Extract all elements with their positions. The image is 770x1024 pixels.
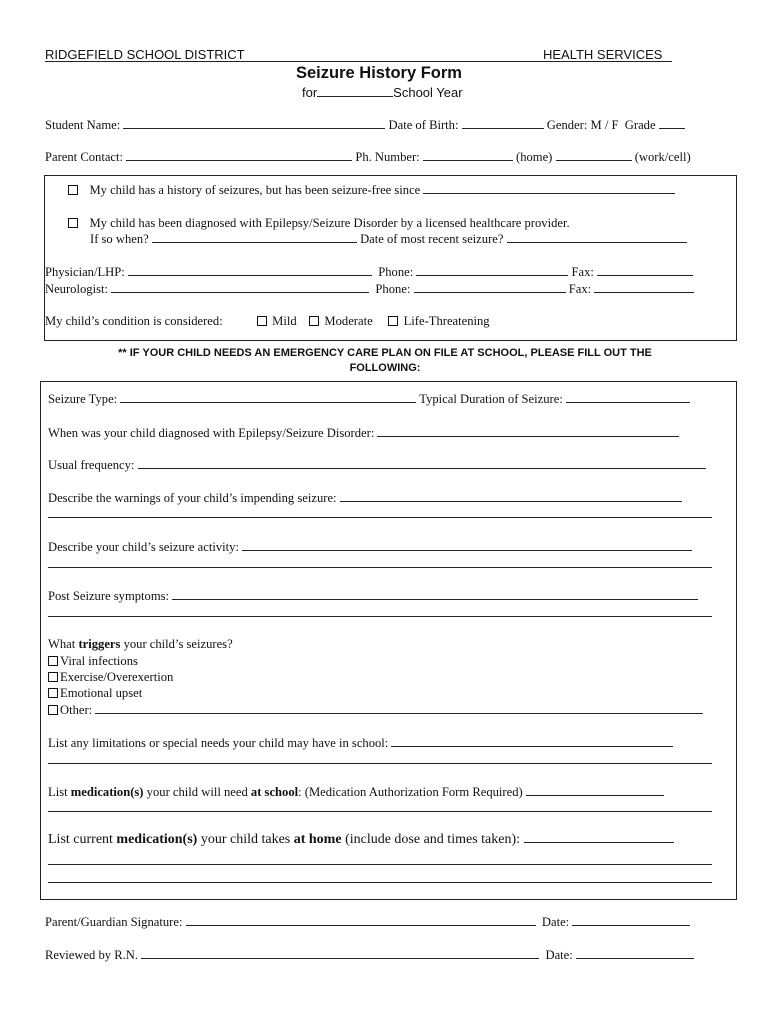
limitations-field-2[interactable] [48,763,712,764]
triggers-bold: triggers [78,637,121,651]
neurologist-label: Neurologist: [45,282,108,296]
post-symptoms-row [48,589,698,604]
seizure-type-label: Seizure Type: [48,392,118,406]
exercise-label: Exercise/Overexertion [60,670,174,684]
med-home-post: (include dose and times taken): [345,832,521,847]
student-name-field[interactable] [123,118,385,129]
parent-date-label: Date: [541,915,570,929]
physician-phone-field[interactable] [416,265,568,276]
trigger-emotional-row [48,686,142,701]
frequency-field[interactable] [138,458,706,469]
neurologist-field[interactable] [111,282,369,293]
reviewed-label: Reviewed by R.N. [45,948,139,962]
reviewed-date-label: Date: [545,948,573,962]
reviewed-field[interactable] [141,948,539,959]
home-label: (home) [516,150,553,164]
diagnosed-when-plan-label: When was your child diagnosed with Epilepsy/Seizure Disorder: [48,426,375,440]
med-school-pre: List [48,785,68,799]
diagnosed-when-plan-field[interactable] [377,426,679,437]
activity-field-2[interactable] [48,567,712,568]
life-threatening-checkbox[interactable] [388,316,398,326]
post-symptoms-field[interactable] [172,589,698,600]
viral-checkbox[interactable] [48,656,58,666]
emotional-label: Emotional upset [60,686,143,700]
year-prefix: for [302,85,318,100]
school-year-field[interactable] [317,86,393,97]
page-title: Seizure History Form [296,64,462,82]
diagnosed-when-field[interactable] [152,232,357,243]
med-school-field[interactable] [526,785,664,796]
moderate-label: Moderate [324,314,373,328]
parent-contact-field[interactable] [126,150,352,161]
physician-fax-field[interactable] [597,265,693,276]
post-symptoms-field-2[interactable] [48,616,712,617]
condition-row [45,314,490,329]
work-label: (work/cell) [634,150,691,164]
med-home-pre: List current [48,832,113,847]
warnings-row [48,491,682,506]
parent-signature-label: Parent/Guardian Signature: [45,915,183,929]
med-school-mid: your child will need [146,785,248,799]
moderate-checkbox[interactable] [309,316,319,326]
diagnosed-when-plan-row [48,426,679,441]
other-checkbox[interactable] [48,705,58,715]
viral-label: Viral infections [60,654,138,668]
home-phone-field[interactable] [423,150,513,161]
med-home-row [48,832,674,848]
gender-label: Gender: M / F [546,118,619,132]
neurologist-row [45,282,694,297]
seizure-free-label: My child has a history of seizures, but has been seizure-free since [89,183,421,197]
emotional-checkbox[interactable] [48,688,58,698]
warnings-field-2[interactable] [48,517,712,518]
student-row [45,118,685,133]
school-year-line [302,85,463,100]
neurologist-phone-field[interactable] [414,282,566,293]
recent-seizure-label: Date of most recent seizure? [360,232,504,246]
duration-label: Typical Duration of Seizure: [419,392,563,406]
emergency-notice-line1: ** IF YOUR CHILD NEEDS AN EMERGENCY CARE PLAN ON FILE AT SCHOOL, PLEASE FILL OUT THE [118,347,652,359]
frequency-row [48,458,706,473]
district-name: RIDGEFIELD SCHOOL DISTRICT [45,47,245,62]
warnings-field[interactable] [340,491,682,502]
physician-fax-label: Fax: [571,265,594,279]
activity-row [48,540,692,555]
diagnosed-when-row [90,232,687,247]
seizure-free-checkbox[interactable] [68,185,78,195]
reviewed-date-field[interactable] [576,948,694,959]
emergency-notice-line2: FOLLOWING: [349,362,421,374]
physician-field[interactable] [128,265,372,276]
exercise-checkbox[interactable] [48,672,58,682]
if-when-label: If so when? [90,232,149,246]
neurologist-fax-field[interactable] [594,282,694,293]
parent-row [45,150,691,165]
parent-date-field[interactable] [572,915,690,926]
med-school-bold2: at school [250,785,299,799]
parent-contact-label: Parent Contact: [45,150,123,164]
mild-label: Mild [272,314,297,328]
triggers-question [48,637,233,652]
med-school-bold1: medication(s) [70,785,144,799]
med-home-bold1: medication(s) [116,832,198,847]
triggers-pre: What [48,637,76,651]
trigger-exercise-row [48,670,173,685]
trigger-other-row [48,703,703,718]
limitations-field[interactable] [391,736,673,747]
activity-field[interactable] [242,540,692,551]
mild-checkbox[interactable] [257,316,267,326]
med-home-mid: your child takes [200,832,291,847]
other-label: Other: [60,703,93,717]
work-phone-field[interactable] [556,150,632,161]
parent-signature-field[interactable] [186,915,536,926]
frequency-label: Usual frequency: [48,458,135,472]
grade-label: Grade [624,118,656,132]
med-school-row [48,785,664,800]
diagnosed-checkbox[interactable] [68,218,78,228]
limitations-row [48,736,673,751]
diagnosed-label: My child has been diagnosed with Epilepsy/Seizure Disorder by a licensed healthcare provider. [89,216,570,230]
grade-field[interactable] [659,118,685,129]
physician-label: Physician/LHP: [45,265,125,279]
neurologist-phone-label: Phone: [375,282,411,296]
med-school-post: : (Medication Authorization Form Required) [298,785,523,799]
life-threatening-label: Life-Threatening [403,314,490,328]
med-home-field-3[interactable] [48,882,712,883]
student-name-label: Student Name: [45,118,121,132]
phone-number-label: Ph. Number: [355,150,420,164]
neurologist-fax-label: Fax: [568,282,592,296]
med-home-field-2[interactable] [48,864,712,865]
header-rule [45,61,672,62]
physician-row [45,265,693,280]
other-field[interactable] [95,703,703,714]
seizure-type-row [48,392,690,407]
parent-signature-row [45,915,690,930]
seizure-type-field[interactable] [120,392,416,403]
seizure-free-since-field[interactable] [423,183,675,194]
activity-label: Describe your child’s seizure activity: [48,540,239,554]
condition-label: My child’s condition is considered: [45,314,223,328]
reviewed-row [45,948,694,963]
physician-phone-label: Phone: [378,265,414,279]
dob-field[interactable] [462,118,544,129]
duration-field[interactable] [566,392,690,403]
med-school-field-2[interactable] [48,811,712,812]
post-symptoms-label: Post Seizure symptoms: [48,589,170,603]
seizure-free-row [68,183,675,198]
warnings-label: Describe the warnings of your child’s impending seizure: [48,491,337,505]
limitations-label: List any limitations or special needs your child may have in school: [48,736,389,750]
med-home-field[interactable] [524,832,674,843]
diagnosed-row [68,216,570,231]
dob-label: Date of Birth: [388,118,459,132]
year-suffix: School Year [393,85,463,100]
department-name: HEALTH SERVICES [543,47,663,62]
med-home-bold2: at home [293,832,342,847]
triggers-post: your child’s seizures? [123,637,233,651]
trigger-viral-row [48,654,138,669]
recent-seizure-field[interactable] [507,232,687,243]
